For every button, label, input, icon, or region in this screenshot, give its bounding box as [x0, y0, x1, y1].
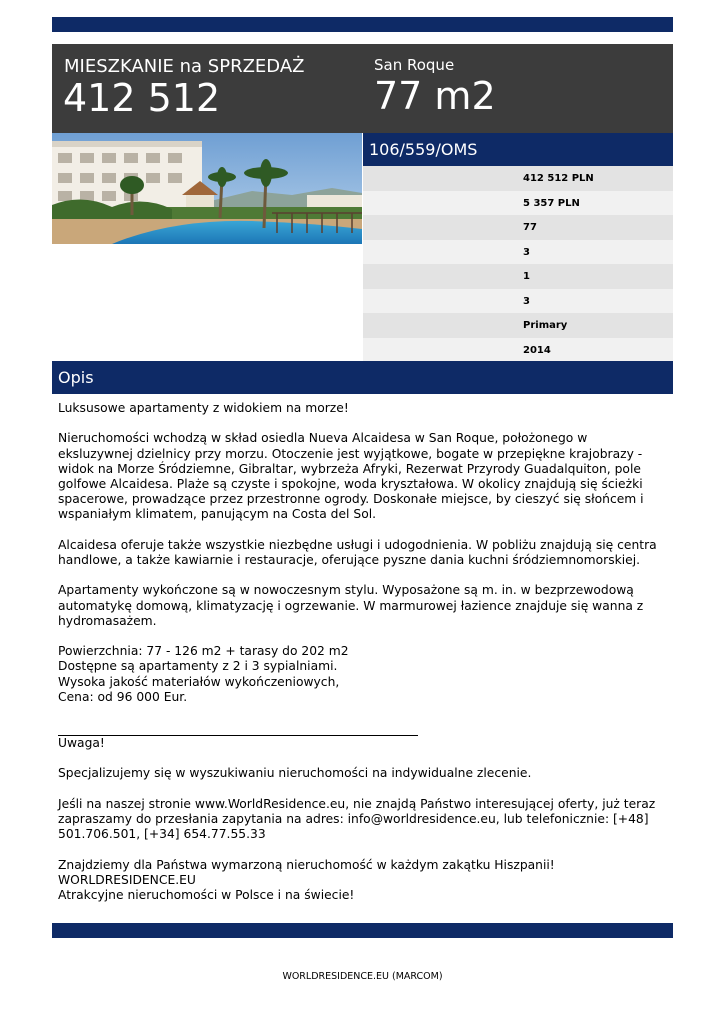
closing-paragraph: Znajdziemy dla Państwa wymarzoną nieruchomość w każdym zakątku Hiszpanii! WORLDRESIDENCE.EU Atrakcyjne nieruchomości w Polsce i na świecie!: [58, 857, 555, 902]
notice-heading: Uwaga!: [58, 736, 105, 750]
listing-area: 77 m2: [374, 74, 496, 118]
description-paragraph: Apartamenty wykończone są w nowoczesnym stylu. Wyposażone są m. in. w bezprzewodową automatykę domową, klimatyzację i ogrzewanie. W marmurowej łazience znajduje się wanna z hydromasażem.: [58, 583, 644, 628]
detail-row-bathrooms: [363, 264, 673, 289]
listing-header: [52, 44, 673, 133]
listing-type: MIESZKANIE na SPRZEDAŻ: [64, 56, 305, 77]
detail-value: 5 357 PLN: [523, 197, 580, 209]
section-title: Opis: [52, 361, 673, 394]
detail-row-market: [363, 313, 673, 338]
listing-price: 412 512: [63, 76, 221, 120]
detail-row-floor: [363, 289, 673, 314]
bottom-accent-bar: [52, 923, 673, 938]
detail-row-price-per-m2: [363, 191, 673, 216]
description: [58, 401, 670, 903]
listing-city: San Roque: [374, 56, 455, 74]
top-accent-bar: [52, 17, 673, 32]
description-paragraph: Specjalizujemy się w wyszukiwaniu nieruchomości na indywidualne zlecenie.: [58, 766, 532, 781]
description-paragraph: Luksusowe apartamenty z widokiem na morze!: [58, 401, 349, 415]
property-photo: [52, 133, 362, 244]
footer-text: WORLDRESIDENCE.EU (MARCOM): [282, 971, 443, 982]
contact-paragraph: Jeśli na naszej stronie www.WorldResidence.eu, nie znajdą Państwo interesującej oferty, już teraz zapraszamy do przesłania zapytania na adres: info@worldresidence.eu, lub telefonicznie: [+48] 501.706.501, [+34] 654.77.55.33: [58, 796, 656, 842]
detail-value: 1: [523, 271, 530, 282]
description-paragraph: Powierzchnia: 77 - 126 m2 + tarasy do 202 m2 Dostępne są apartamenty z 2 i 3 sypialniami. Wysoka jakość materiałów wykończeniowych, Cena: od 96 000 Eur.: [58, 644, 349, 704]
description-paragraph: Nieruchomości wchodzą w skład osiedla Nueva Alcaidesa w San Roque, położonego w eksluzywnej dzielnicy przy morzu. Otoczenie jest wyjątkowe, bogate w przepiękne krajobrazy - widok na Morze Śródziemne, Gibraltar, wybrzeża Afryki, Rezerwat Przyrody Guadalquiton, pole golfowe Alcaidesa. Plaże są czyste i spokojne, woda kryształowa. W okolicy znajdują się ścieżki spacerowe, prowadzące przez przestronne ogrody. Doskonałe miejsce, by cieszyć się słońcem i wspaniałym klimatem, panującym na Costa del Sol.: [58, 431, 644, 522]
pool-terrace-image: [52, 133, 362, 244]
detail-value: 2014: [523, 344, 551, 356]
detail-value: 412 512 PLN: [523, 173, 594, 184]
detail-value: Primary: [523, 320, 568, 331]
detail-row-year: [363, 338, 673, 363]
detail-value: 3: [523, 295, 530, 307]
detail-row-rooms: [363, 240, 673, 265]
detail-value: 77: [523, 222, 537, 233]
details-table: [363, 166, 673, 362]
reference-number: 106/559/OMS: [363, 133, 673, 166]
detail-value: 3: [523, 246, 530, 258]
detail-row-price: [363, 166, 673, 191]
description-paragraph: Alcaidesa oferuje także wszystkie niezbędne usługi i udogodnienia. W pobliżu znajdują się centra handlowe, a także kawiarnie i restauracje, oferujące pyszne dania kuchni śródziemnomorskiej.: [58, 537, 657, 567]
detail-row-area: [363, 215, 673, 240]
